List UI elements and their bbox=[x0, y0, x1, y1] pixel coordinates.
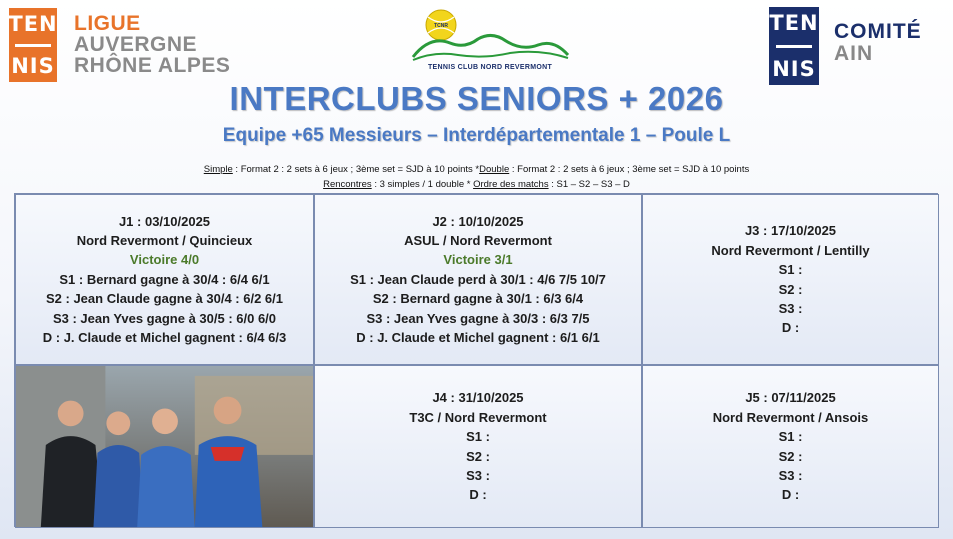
match-line-s1: S1 : bbox=[778, 262, 803, 278]
match-card-j2 bbox=[314, 194, 642, 365]
matches-grid bbox=[14, 193, 938, 527]
match-line-s1: S1 : Jean Claude perd à 30/1 : 4/6 7/5 10/7 bbox=[350, 271, 606, 287]
rules-text bbox=[0, 162, 953, 192]
match-result: Victoire 3/1 bbox=[443, 252, 513, 268]
comite-line1: COMITÉ bbox=[834, 20, 922, 43]
ligue-line1: LIGUE bbox=[74, 12, 141, 35]
match-line-s1: S1 : bbox=[466, 429, 490, 445]
match-line-s1: S1 : bbox=[778, 429, 803, 445]
rencontres-label: Rencontres bbox=[323, 179, 372, 190]
rules-line1 bbox=[0, 162, 953, 177]
match-line-d: D : J. Claude et Michel gagnent : 6/4 6/3 bbox=[42, 330, 287, 346]
match-line-s3: S3 : bbox=[778, 300, 803, 316]
match-line-d: D : J. Claude et Michel gagnent : 6/1 6/1 bbox=[356, 330, 600, 346]
page-title: INTERCLUBS SENIORS + 2026 bbox=[229, 80, 724, 117]
match-line-s2: S2 : bbox=[466, 448, 490, 464]
comite-logo bbox=[769, 7, 922, 85]
rencontres-text: : 3 simples / 1 double * bbox=[371, 179, 474, 190]
club-badge-text: TCNR bbox=[434, 23, 448, 29]
match-line-s3: S3 : bbox=[466, 467, 490, 483]
comite-line2: AIN bbox=[834, 42, 874, 65]
match-teams: Nord Revermont / Ansois bbox=[712, 409, 869, 425]
match-line-d: D : bbox=[781, 320, 800, 336]
match-result: Victoire 4/0 bbox=[129, 252, 200, 268]
match-day: J1 : 03/10/2025 bbox=[118, 213, 211, 229]
match-teams: Nord Revermont / Lentilly bbox=[711, 242, 870, 258]
tennis-badge-top: TEN bbox=[8, 12, 58, 36]
ligue-line3: RHÔNE ALPES bbox=[74, 54, 231, 77]
simple-label: Simple bbox=[203, 164, 233, 175]
match-day: J4 : 31/10/2025 bbox=[432, 390, 524, 406]
match-teams: T3C / Nord Revermont bbox=[409, 409, 547, 425]
match-teams: ASUL / Nord Revermont bbox=[404, 232, 552, 248]
team-photo bbox=[15, 365, 314, 528]
match-day: J2 : 10/10/2025 bbox=[432, 213, 524, 229]
ligue-logo bbox=[9, 8, 230, 82]
tennis-badge-orange bbox=[9, 8, 57, 82]
tennis-badge-navy bbox=[769, 7, 819, 85]
match-card-j4 bbox=[314, 365, 642, 528]
match-line-s3: S3 : bbox=[778, 467, 803, 483]
match-card-j3 bbox=[642, 194, 939, 365]
tennis-badge-divider bbox=[776, 45, 812, 48]
ligue-name bbox=[74, 13, 230, 76]
match-line-s3: S3 : Jean Yves gagne à 30/3 : 6/3 7/5 bbox=[366, 310, 590, 326]
tennis-badge-bottom: NIS bbox=[11, 54, 55, 78]
tennis-badge-bottom: NIS bbox=[772, 57, 816, 81]
match-card-j5 bbox=[642, 365, 939, 528]
match-line-s2: S2 : Bernard gagne à 30/1 : 6/3 6/4 bbox=[372, 291, 584, 307]
match-day: J3 : 17/10/2025 bbox=[744, 223, 837, 239]
match-line-d: D : bbox=[781, 487, 800, 503]
team-photo-image bbox=[16, 366, 313, 527]
match-line-s3: S3 : Jean Yves gagne à 30/5 : 6/0 6/0 bbox=[52, 310, 277, 326]
ordre-text: : S1 – S2 – S3 – D bbox=[548, 179, 630, 190]
rules-line2 bbox=[0, 177, 953, 192]
match-line-s1: S1 : Bernard gagne à 30/4 : 6/4 6/1 bbox=[59, 271, 270, 287]
double-label: Double bbox=[479, 164, 510, 175]
tennis-badge-divider bbox=[15, 44, 51, 47]
double-text: : Format 2 : 2 sets à 6 jeux ; 3ème set = SJD à 10 points bbox=[509, 164, 750, 175]
match-line-s2: S2 : Jean Claude gagne à 30/4 : 6/2 6/1 bbox=[46, 291, 283, 307]
match-teams: Nord Revermont / Quincieux bbox=[76, 232, 253, 248]
simple-text: : Format 2 : 2 sets à 6 jeux ; 3ème set = SJD à 10 points * bbox=[232, 164, 480, 175]
match-line-s2: S2 : bbox=[778, 281, 803, 297]
comite-name bbox=[834, 21, 922, 65]
match-line-d: D : bbox=[469, 487, 487, 503]
club-name: TENNIS CLUB NORD REVERMONT bbox=[427, 64, 553, 71]
match-day: J5 : 07/11/2025 bbox=[745, 390, 836, 406]
tennis-badge-top: TEN bbox=[769, 11, 819, 35]
ordre-label: Ordre des matchs bbox=[473, 179, 549, 190]
match-card-j1 bbox=[15, 194, 314, 365]
match-line-s2: S2 : bbox=[778, 448, 803, 464]
page-subtitle: Equipe +65 Messieurs – Interdépartementale 1 – Poule L bbox=[222, 125, 731, 146]
ligue-line2: AUVERGNE bbox=[74, 33, 198, 56]
